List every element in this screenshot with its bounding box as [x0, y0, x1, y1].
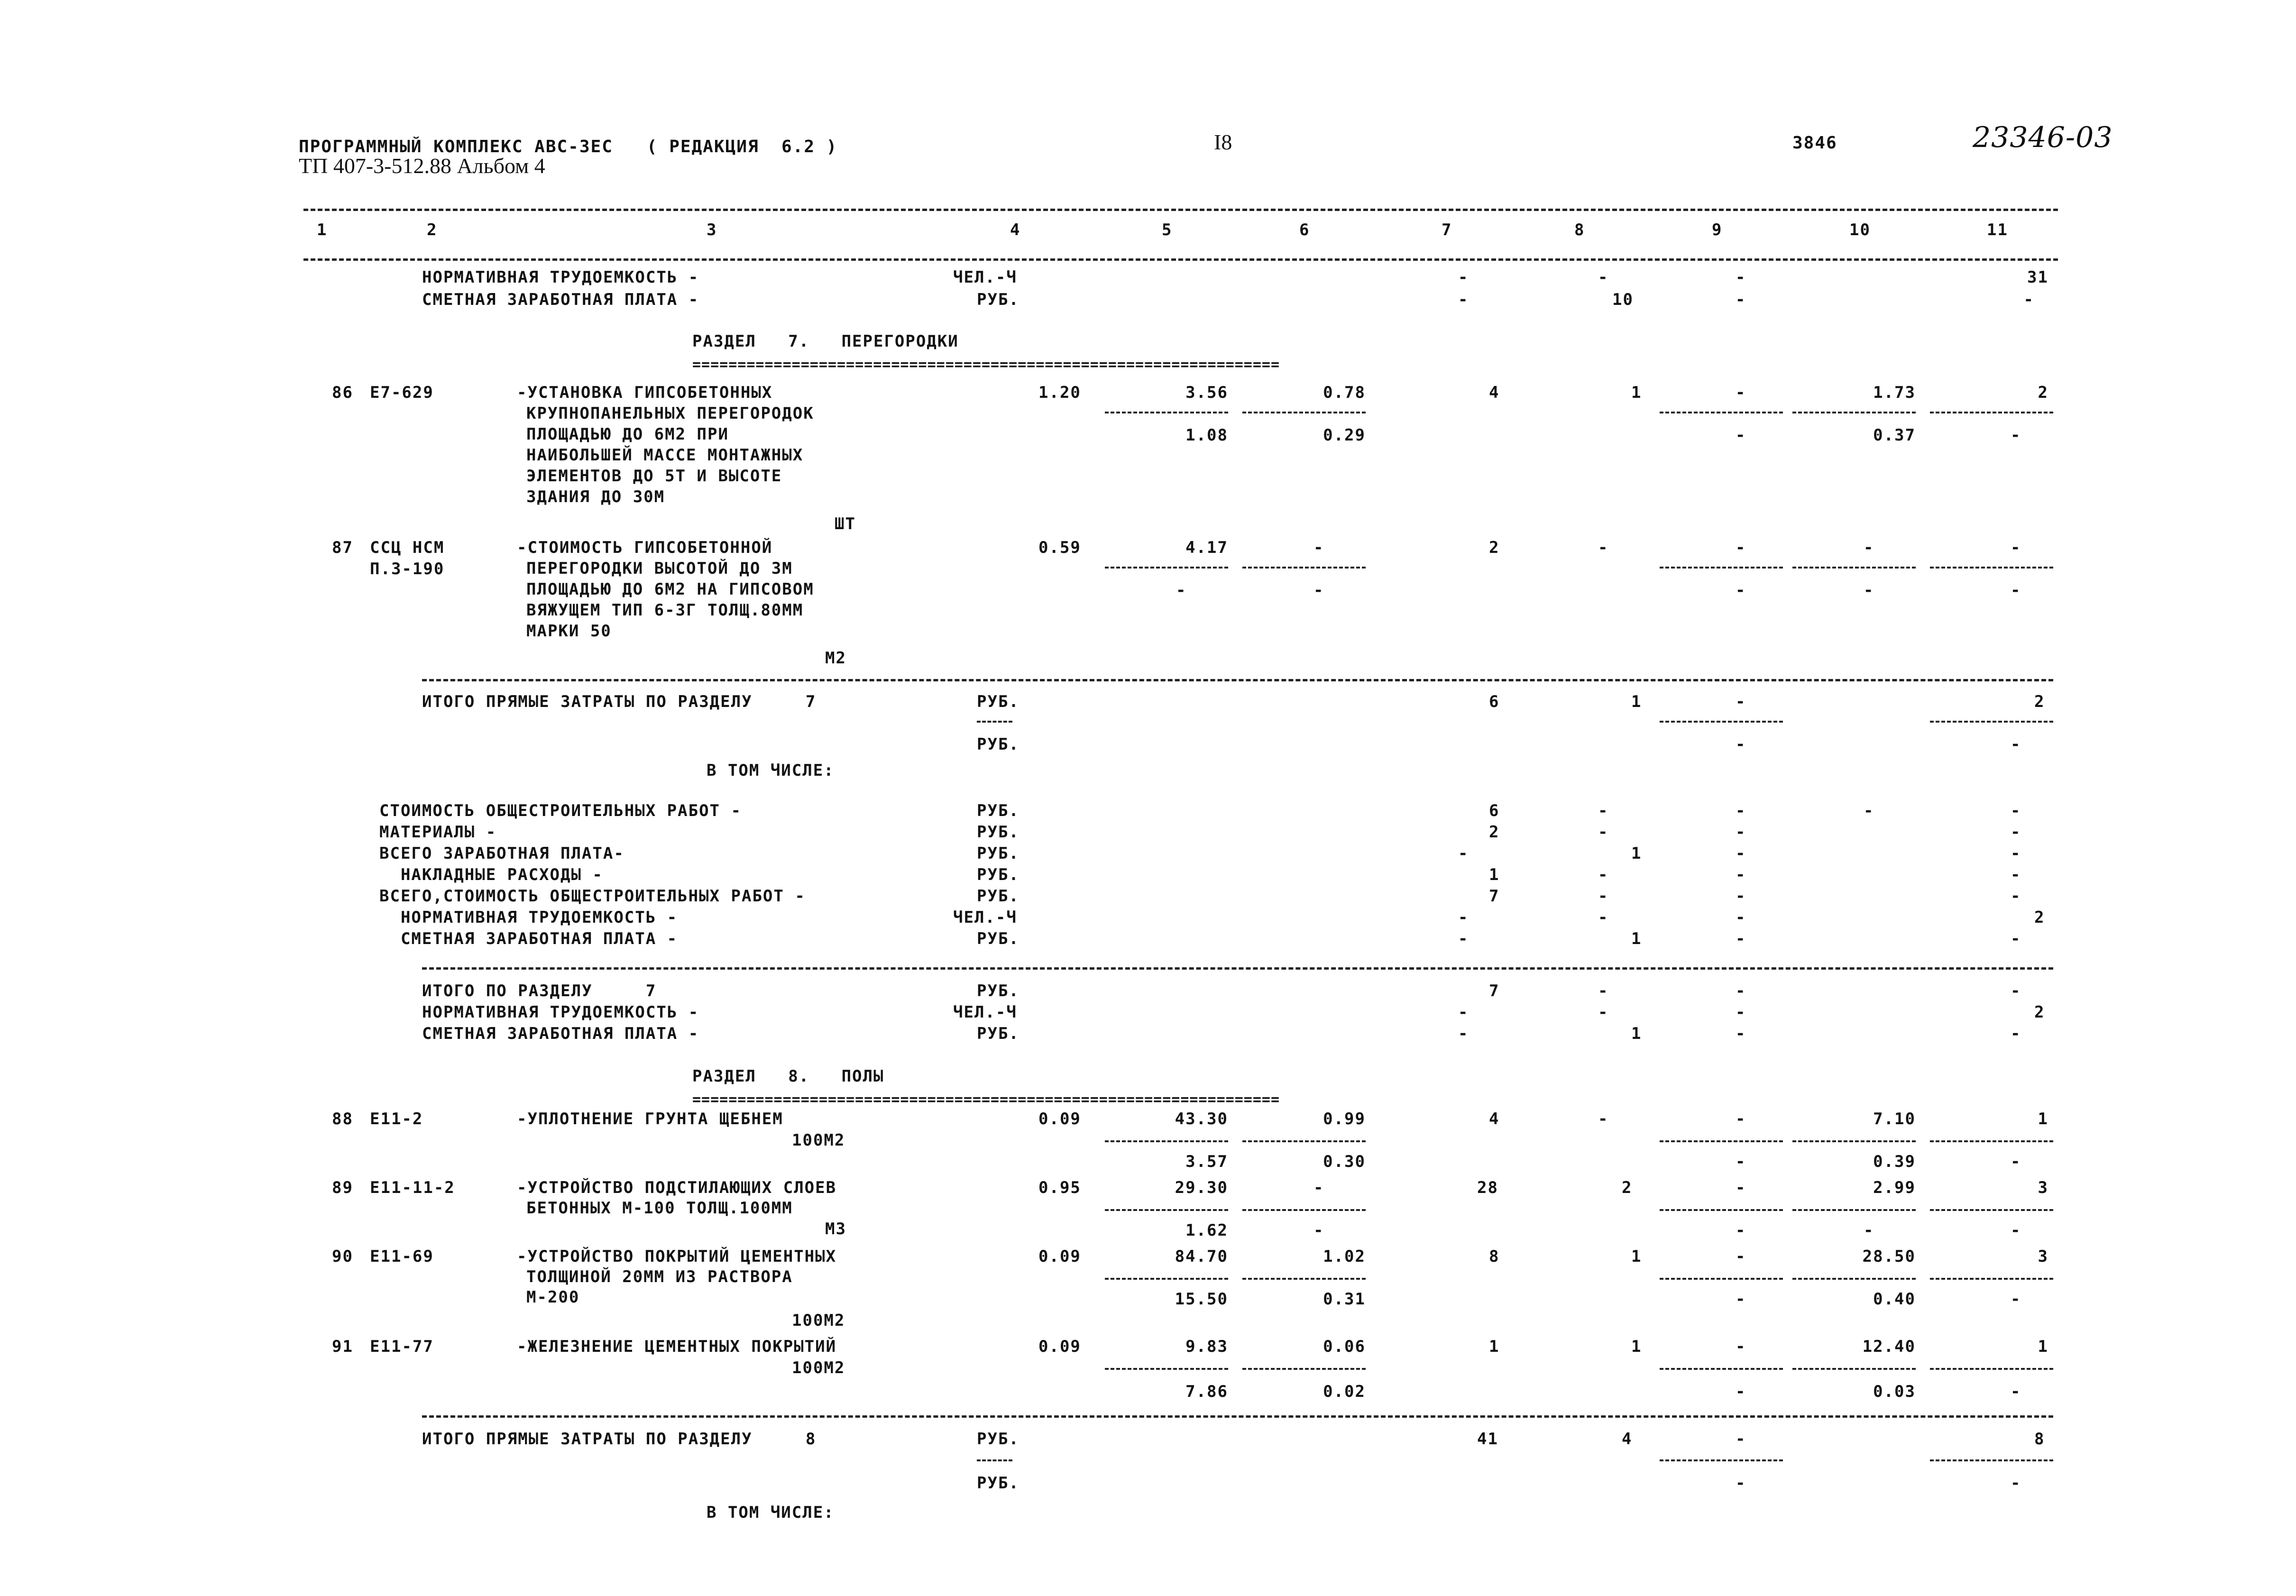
divider	[1930, 721, 2053, 723]
breakdown-c9: -	[1736, 823, 1746, 842]
cell-c7: 2	[1489, 538, 1500, 557]
item-qty: 0.09	[1038, 1337, 1081, 1356]
item-price-sub: 1.62	[1185, 1221, 1228, 1240]
cell-c8: 1	[1631, 1337, 1642, 1356]
breakdown-c11: -	[2011, 823, 2021, 842]
divider	[1105, 1209, 1228, 1211]
total-unit-sub: РУБ.	[977, 735, 1019, 754]
item-qty: 0.95	[1038, 1178, 1081, 1197]
item-unit: 100М2	[792, 1358, 845, 1377]
cell-c9-sub: -	[1736, 1221, 1746, 1240]
divider	[1660, 412, 1783, 413]
total-unit: РУБ.	[977, 1430, 1019, 1449]
item-code: ССЦ НСМ	[370, 538, 445, 557]
section8-underline: =================================================================	[692, 1092, 1280, 1108]
col-9: 9	[1712, 220, 1723, 239]
item-qty: 1.20	[1038, 383, 1081, 402]
row-unit: РУБ.	[977, 290, 1019, 309]
section8-total-separator	[422, 1415, 2053, 1418]
cell-c11: 3	[2038, 1178, 2048, 1197]
divider	[1242, 1209, 1366, 1211]
total-unit: РУБ.	[977, 692, 1019, 711]
cell-c9-sub: -	[1736, 581, 1746, 600]
breakdown-c8: 1	[1631, 844, 1642, 863]
item-desc-line: МАРКИ 50	[526, 622, 612, 641]
cell-c11: 1	[2038, 1337, 2048, 1356]
final-c7: 7	[1489, 981, 1500, 1000]
item-number: 86	[332, 383, 353, 402]
divider	[977, 1459, 1012, 1461]
cell-c11: 3	[2038, 1247, 2048, 1266]
divider	[1660, 1278, 1783, 1280]
divider	[1930, 567, 2053, 569]
cell-c10: 1.73	[1873, 383, 1916, 402]
including-label: В ТОМ ЧИСЛЕ:	[707, 1503, 835, 1522]
divider	[1930, 1459, 2053, 1461]
cell-c9-sub: -	[1736, 1152, 1746, 1171]
breakdown-unit: РУБ.	[977, 801, 1019, 820]
cell-c9: -	[1736, 1337, 1746, 1356]
breakdown-label: СМЕТНАЯ ЗАРАБОТНАЯ ПЛАТА -	[379, 929, 678, 948]
divider	[1660, 1459, 1783, 1461]
final-c7: -	[1458, 1024, 1469, 1043]
divider	[1242, 1278, 1366, 1280]
cell-c7: 28	[1477, 1178, 1498, 1197]
breakdown-c9: -	[1736, 887, 1746, 906]
breakdown-label: СТОИМОСТЬ ОБЩЕСТРОИТЕЛЬНЫХ РАБОТ -	[379, 801, 742, 820]
cell-c8: -	[1598, 1110, 1609, 1128]
item-desc-line: ТОЛЩИНОЙ 20ММ ИЗ РАСТВОРА	[526, 1267, 793, 1286]
cell-c7: 4	[1489, 1110, 1500, 1128]
total-c7: 6	[1489, 692, 1500, 711]
breakdown-c9: -	[1736, 865, 1746, 884]
cell-c11-sub: -	[2011, 1221, 2021, 1240]
cell-c11-sub: -	[2011, 1290, 2021, 1309]
breakdown-unit: ЧЕЛ.-Ч	[953, 908, 1017, 927]
col-2: 2	[427, 220, 438, 239]
divider	[1105, 1140, 1228, 1142]
item-code-line2: П.3-190	[370, 560, 445, 578]
total-c9: -	[1736, 692, 1746, 711]
total-c9-sub: -	[1736, 735, 1746, 754]
cell-c8: -	[1598, 538, 1609, 557]
item-desc-line: БЕТОННЫХ М-100 ТОЛЩ.100ММ	[526, 1199, 793, 1218]
item-cost: 0.78	[1323, 383, 1366, 402]
final-c11: -	[2011, 981, 2021, 1000]
item-number: 88	[332, 1110, 353, 1128]
item-qty: 0.09	[1038, 1247, 1081, 1266]
cell-c9: -	[1736, 383, 1746, 402]
divider	[1660, 567, 1783, 569]
cell-c7: 4	[1489, 383, 1500, 402]
item-price-sub: 1.08	[1185, 426, 1228, 445]
cell-c10-sub: -	[1864, 1221, 1874, 1240]
cell-c9-sub: -	[1736, 426, 1746, 445]
final-c8: -	[1598, 1003, 1609, 1022]
divider	[1242, 1140, 1366, 1142]
item-desc-line: -УСТРОЙСТВО ПОКРЫТИЙ ЦЕМЕНТНЫХ	[517, 1247, 837, 1266]
breakdown-c8: 1	[1631, 929, 1642, 948]
item-price-sub: 3.57	[1185, 1152, 1228, 1171]
breakdown-c9: -	[1736, 844, 1746, 863]
final-c9: -	[1736, 1024, 1746, 1043]
row-unit: ЧЕЛ.-Ч	[953, 268, 1017, 287]
col-5: 5	[1162, 220, 1173, 239]
breakdown-c8: -	[1598, 801, 1609, 820]
total-c7: 41	[1477, 1430, 1498, 1449]
cell-c10: 12.40	[1862, 1337, 1916, 1356]
final-c9: -	[1736, 1003, 1746, 1022]
item-cost: 1.02	[1323, 1247, 1366, 1266]
divider	[1792, 1209, 1916, 1211]
cell-c11: 31	[2027, 268, 2048, 287]
cell-c9: -	[1736, 268, 1746, 287]
final-unit: ЧЕЛ.-Ч	[953, 1003, 1017, 1022]
final-c11: -	[2011, 1024, 2021, 1043]
item-code: Е11-77	[370, 1337, 434, 1356]
final-c7: -	[1458, 1003, 1469, 1022]
cell-c10-sub: -	[1864, 581, 1874, 600]
final-unit: РУБ.	[977, 1024, 1019, 1043]
item-desc-line: НАИБОЛЬШЕЙ МАССЕ МОНТАЖНЫХ	[526, 446, 804, 465]
item-price: 29.30	[1175, 1178, 1228, 1197]
item-unit: ШТ	[835, 514, 856, 533]
divider	[1660, 721, 1783, 723]
breakdown-unit: РУБ.	[977, 887, 1019, 906]
divider	[1930, 1278, 2053, 1280]
item-desc-line: ЭЛЕМЕНТОВ ДО 5Т И ВЫСОТЕ	[526, 467, 782, 486]
section7-underline: =================================================================	[692, 357, 1280, 373]
item-number: 90	[332, 1247, 353, 1266]
cell-c11: 2	[2038, 383, 2048, 402]
cell-c8: 10	[1612, 290, 1634, 309]
total-c8: 4	[1622, 1430, 1633, 1449]
section7-total-separator	[422, 679, 2053, 681]
item-cost-sub: -	[1313, 581, 1324, 600]
cell-c8: 1	[1631, 383, 1642, 402]
divider	[977, 721, 1012, 723]
breakdown-label: НОРМАТИВНАЯ ТРУДОЕМКОСТЬ -	[379, 908, 678, 927]
divider	[1930, 1140, 2053, 1142]
item-desc-line: ЗДАНИЯ ДО 30М	[526, 487, 665, 506]
divider	[1105, 567, 1228, 569]
item-cost-sub: 0.02	[1323, 1382, 1366, 1401]
divider	[1242, 1368, 1366, 1370]
cell-c10-sub: 0.03	[1873, 1382, 1916, 1401]
final-c8: -	[1598, 981, 1609, 1000]
breakdown-c11: -	[2011, 844, 2021, 863]
cell-c7: 1	[1489, 1337, 1500, 1356]
divider	[1242, 567, 1366, 569]
item-unit: М2	[825, 649, 846, 668]
cell-c8: 2	[1622, 1178, 1633, 1197]
divider	[1792, 1368, 1916, 1370]
total-unit-sub: РУБ.	[977, 1474, 1019, 1493]
cell-c10-sub: 0.39	[1873, 1152, 1916, 1171]
divider	[1105, 412, 1228, 413]
item-price-sub: 15.50	[1175, 1290, 1228, 1309]
col-3: 3	[707, 220, 717, 239]
item-price: 3.56	[1185, 383, 1228, 402]
breakdown-c8: -	[1598, 908, 1609, 927]
item-cost: 0.06	[1323, 1337, 1366, 1356]
final-label: СМЕТНАЯ ЗАРАБОТНАЯ ПЛАТА -	[422, 1024, 699, 1043]
cell-c8: -	[1598, 268, 1609, 287]
final-c8: 1	[1631, 1024, 1642, 1043]
item-cost-sub: 0.31	[1323, 1290, 1366, 1309]
item-cost: 0.99	[1323, 1110, 1366, 1128]
item-unit: 100М2	[792, 1131, 845, 1150]
breakdown-c7: 2	[1489, 823, 1500, 842]
item-desc-line: -ЖЕЛЕЗНЕНИЕ ЦЕМЕНТНЫХ ПОКРЫТИЙ	[517, 1337, 837, 1356]
item-code: Е11-11-2	[370, 1178, 455, 1197]
cell-c8: 1	[1631, 1247, 1642, 1266]
item-cost-sub: -	[1313, 1221, 1324, 1240]
breakdown-unit: РУБ.	[977, 929, 1019, 948]
total-c11-sub: -	[2011, 1474, 2021, 1493]
breakdown-unit: РУБ.	[977, 844, 1019, 863]
item-desc-line: -СТОИМОСТЬ ГИПСОБЕТОННОЙ	[517, 538, 773, 557]
header-bottom-border	[303, 258, 2058, 261]
breakdown-c8: -	[1598, 865, 1609, 884]
cell-c10: 7.10	[1873, 1110, 1916, 1128]
final-unit: РУБ.	[977, 981, 1019, 1000]
item-qty: 0.59	[1038, 538, 1081, 557]
breakdown-c8: -	[1598, 823, 1609, 842]
item-number: 89	[332, 1178, 353, 1197]
cell-c10: 28.50	[1862, 1247, 1916, 1266]
cell-c11-sub: -	[2011, 1152, 2021, 1171]
cell-c9-sub: -	[1736, 1290, 1746, 1309]
cell-c10: -	[1864, 538, 1874, 557]
item-unit: 100М2	[792, 1311, 845, 1330]
item-desc-line: ВЯЖУЩЕМ ТИП 6-3Г ТОЛЩ.80ММ	[526, 601, 804, 620]
breakdown-label: ВСЕГО ЗАРАБОТНАЯ ПЛАТА-	[379, 844, 625, 863]
breakdown-c7: -	[1458, 844, 1469, 863]
breakdown-c7: 1	[1489, 865, 1500, 884]
divider	[1792, 1278, 1916, 1280]
col-11: 11	[1987, 220, 2008, 239]
col-1: 1	[317, 220, 328, 239]
divider	[1242, 412, 1366, 413]
item-cost: -	[1313, 538, 1324, 557]
divider	[1930, 1368, 2053, 1370]
cell-c7: 8	[1489, 1247, 1500, 1266]
program-title: ПРОГРАММНЫЙ КОМПЛЕКС АВС-3ЕС ( РЕДАКЦИЯ 6.2 )	[299, 137, 838, 156]
divider	[1105, 1278, 1228, 1280]
cell-c11-sub: -	[2011, 581, 2021, 600]
total-c11-sub: -	[2011, 735, 2021, 754]
cell-c9: -	[1736, 290, 1746, 309]
item-qty: 0.09	[1038, 1110, 1081, 1128]
cell-c9: -	[1736, 1178, 1746, 1197]
divider	[1105, 1368, 1228, 1370]
item-price-sub: 7.86	[1185, 1382, 1228, 1401]
breakdown-c10: -	[1864, 801, 1874, 820]
total-label: ИТОГО ПРЯМЫЕ ЗАТРАТЫ ПО РАЗДЕЛУ 7	[422, 692, 817, 711]
item-price-sub: -	[1176, 581, 1187, 600]
item-code: Е11-69	[370, 1247, 434, 1266]
breakdown-c11: -	[2011, 865, 2021, 884]
breakdown-label: ВСЕГО,СТОИМОСТЬ ОБЩЕСТРОИТЕЛЬНЫХ РАБОТ -	[379, 887, 806, 906]
breakdown-c7: 7	[1489, 887, 1500, 906]
breakdown-c9: -	[1736, 908, 1746, 927]
album-title: ТП 407-3-512.88 Альбом 4	[299, 154, 545, 178]
row-label: НОРМАТИВНАЯ ТРУДОЕМКОСТЬ -	[422, 268, 699, 287]
row-label: СМЕТНАЯ ЗАРАБОТНАЯ ПЛАТА -	[422, 290, 699, 309]
total-c9-sub: -	[1736, 1474, 1746, 1493]
cell-c7: -	[1458, 268, 1469, 287]
cell-c10-sub: 0.40	[1873, 1290, 1916, 1309]
divider	[1660, 1209, 1783, 1211]
item-code: Е11-2	[370, 1110, 423, 1128]
section7-final-separator	[422, 967, 2053, 970]
cell-c9: -	[1736, 538, 1746, 557]
item-desc-line: -УСТРОЙСТВО ПОДСТИЛАЮЩИХ СЛОЕВ	[517, 1178, 837, 1197]
breakdown-c8: -	[1598, 887, 1609, 906]
cell-c9: -	[1736, 1110, 1746, 1128]
final-c9: -	[1736, 981, 1746, 1000]
item-desc-line: -УСТАНОВКА ГИПСОБЕТОННЫХ	[517, 383, 773, 402]
divider	[1660, 1368, 1783, 1370]
divider	[1792, 1140, 1916, 1142]
cell-c7: -	[1458, 290, 1469, 309]
col-8: 8	[1574, 220, 1585, 239]
breakdown-label: МАТЕРИАЛЫ -	[379, 823, 497, 842]
item-cost-sub: 0.30	[1323, 1152, 1366, 1171]
divider	[1930, 412, 2053, 413]
total-c11: 2	[2034, 692, 2045, 711]
including-label: В ТОМ ЧИСЛЕ:	[707, 761, 835, 780]
section8-title: РАЗДЕЛ 8. ПОЛЫ	[692, 1067, 884, 1086]
item-desc-line: ПЛОЩАДЬЮ ДО 6М2 ПРИ	[526, 425, 729, 444]
item-price: 43.30	[1175, 1110, 1228, 1128]
cell-c9-sub: -	[1736, 1382, 1746, 1401]
cell-c9: -	[1736, 1247, 1746, 1266]
breakdown-c7: 6	[1489, 801, 1500, 820]
cell-c11: -	[2023, 290, 2034, 309]
cell-c11-sub: -	[2011, 1382, 2021, 1401]
document-code: 3846	[1792, 133, 1837, 153]
page-number: I8	[1214, 130, 1232, 154]
col-6: 6	[1299, 220, 1310, 239]
breakdown-c11: 2	[2034, 908, 2045, 927]
item-price: 84.70	[1175, 1247, 1228, 1266]
cell-c11: 1	[2038, 1110, 2048, 1128]
col-10: 10	[1849, 220, 1871, 239]
breakdown-label: НАКЛАДНЫЕ РАСХОДЫ -	[379, 865, 603, 884]
item-price: 9.83	[1185, 1337, 1228, 1356]
item-unit: М3	[825, 1220, 846, 1238]
cell-c10: 2.99	[1873, 1178, 1916, 1197]
breakdown-unit: РУБ.	[977, 865, 1019, 884]
breakdown-c9: -	[1736, 801, 1746, 820]
total-c9: -	[1736, 1430, 1746, 1449]
cell-c11-sub: -	[2011, 426, 2021, 445]
item-price: 4.17	[1185, 538, 1228, 557]
handwritten-doc-number: 23346-03	[1973, 121, 2113, 154]
item-desc-line: ПЕРЕГОРОДКИ ВЫСОТОЙ ДО 3М	[526, 559, 793, 578]
item-number: 87	[332, 538, 353, 557]
divider	[1930, 1209, 2053, 1211]
breakdown-c11: -	[2011, 929, 2021, 948]
divider	[1792, 567, 1916, 569]
item-code: Е7-629	[370, 383, 434, 402]
section7-title: РАЗДЕЛ 7. ПЕРЕГОРОДКИ	[692, 332, 959, 351]
cell-c11: -	[2011, 538, 2021, 557]
item-number: 91	[332, 1337, 353, 1356]
item-desc-line: ПЛОЩАДЬЮ ДО 6М2 НА ГИПСОВОМ	[526, 580, 814, 599]
item-desc-line: М-200	[526, 1288, 580, 1307]
breakdown-c11: -	[2011, 887, 2021, 906]
final-label: ИТОГО ПО РАЗДЕЛУ 7	[422, 981, 657, 1000]
total-c8: 1	[1631, 692, 1642, 711]
breakdown-c9: -	[1736, 929, 1746, 948]
table-top-border	[303, 209, 2058, 211]
col-4: 4	[1010, 220, 1021, 239]
item-desc-line: КРУПНОПАНЕЛЬНЫХ ПЕРЕГОРОДОК	[526, 404, 814, 423]
breakdown-c7: -	[1458, 929, 1469, 948]
divider	[1792, 412, 1916, 413]
final-label: НОРМАТИВНАЯ ТРУДОЕМКОСТЬ -	[422, 1003, 699, 1022]
breakdown-c11: -	[2011, 801, 2021, 820]
final-c11: 2	[2034, 1003, 2045, 1022]
divider	[1660, 1140, 1783, 1142]
item-desc-line: -УПЛОТНЕНИЕ ГРУНТА ЩЕБНЕМ	[517, 1110, 783, 1128]
item-cost: -	[1313, 1178, 1324, 1197]
cell-c10-sub: 0.37	[1873, 426, 1916, 445]
col-7: 7	[1442, 220, 1452, 239]
breakdown-c7: -	[1458, 908, 1469, 927]
total-c11: 8	[2034, 1430, 2045, 1449]
item-cost-sub: 0.29	[1323, 426, 1366, 445]
breakdown-unit: РУБ.	[977, 823, 1019, 842]
total-label: ИТОГО ПРЯМЫЕ ЗАТРАТЫ ПО РАЗДЕЛУ 8	[422, 1430, 817, 1449]
